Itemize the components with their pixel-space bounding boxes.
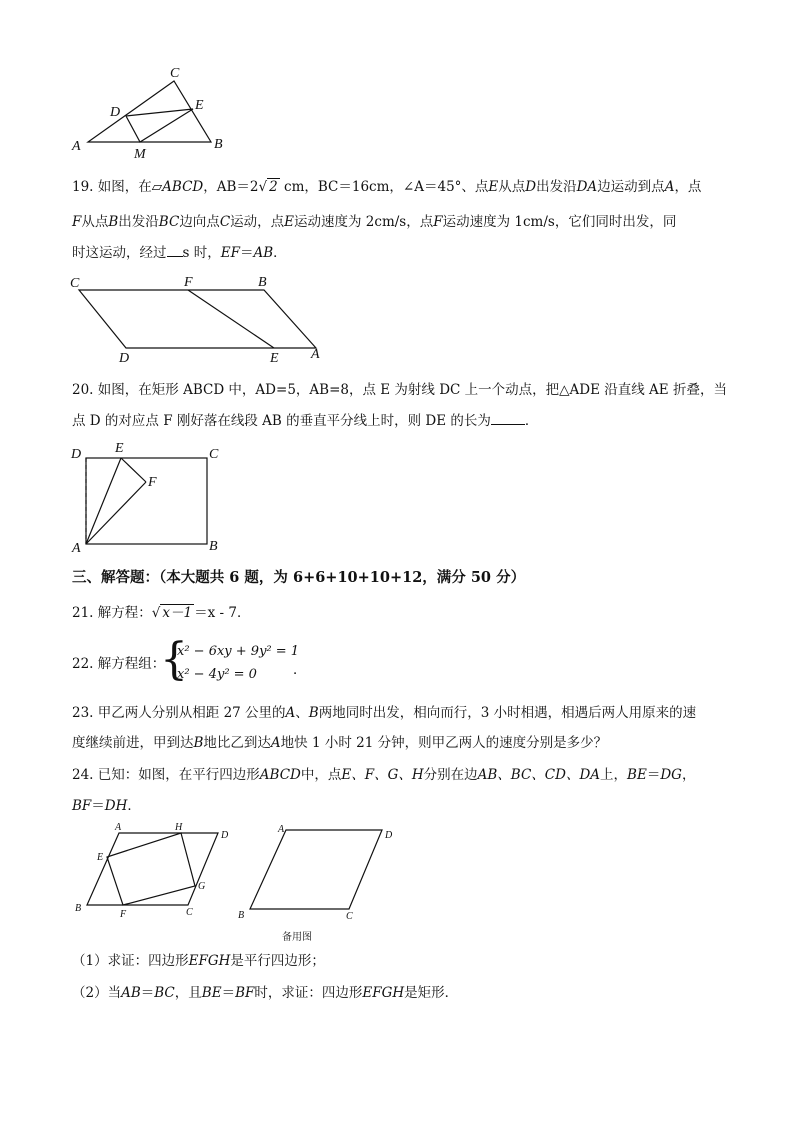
sqrt-symbol: √ x－1 (151, 605, 193, 621)
q22-end: ． (293, 662, 307, 678)
parallelogram-backup (250, 830, 382, 909)
label-D: D (119, 351, 130, 366)
segment-ef (188, 290, 274, 348)
q23-line-1: 23. 甲乙两人分别从相距 27 公里的A、B两地同时出发，相向而行，3 小时相遇，相遇后两人用原来的速 (72, 705, 697, 721)
segment-ef (121, 458, 146, 482)
q24-sub-2: （2）当AB＝BC，且BE＝BF时，求证：四边形EFGH是矩形． (72, 985, 459, 1001)
label-A: A (278, 824, 285, 835)
label-D: D (110, 105, 121, 120)
q19-line-3: 时这运动，经过 s 时，EF＝AB． (72, 245, 287, 261)
equation-system (160, 634, 300, 688)
label-C: C (70, 276, 80, 291)
label-C: C (170, 66, 180, 81)
label-F: F (184, 275, 193, 290)
figure-q18-triangle (60, 60, 240, 170)
label-B: B (209, 539, 218, 554)
equation-1: x² − 6xy + 9y² = 1 (177, 644, 300, 659)
label-M: M (134, 147, 146, 162)
label-A: A (115, 822, 122, 833)
label-D: D (221, 830, 229, 841)
triangle-abc (88, 81, 211, 142)
q22-line: 22. 解方程组： (72, 656, 166, 672)
equation-2: x² − 4y² = 0 (177, 667, 257, 682)
figure-q20-rectangle (66, 440, 236, 555)
label-A: A (311, 347, 320, 362)
brace-symbol: { (160, 634, 188, 685)
label-A: A (72, 139, 81, 154)
label-E: E (97, 852, 104, 863)
q21-line: 21. 解方程：√ x－1 ＝x - 7． (72, 605, 251, 621)
figure-q19-parallelogram (66, 270, 336, 365)
q24-line-1: 24. 已知：如图，在平行四边形ABCD中，点E、F、G、H分别在边AB、BC、CD、DA上，BE＝DG， (72, 767, 696, 783)
label-F: F (120, 909, 127, 920)
label-E: E (115, 441, 124, 456)
section-3-heading: 三、解答题：（本大题共 6 题，为 6+6+10+10+12，满分 50 分） (72, 569, 526, 586)
label-B: B (75, 903, 82, 914)
q20-line-1: 20. 如图，在矩形 ABCD 中，AD=5，AB=8，点 E 为射线 DC 上一个动点，把△ADE 沿直线 AE 折叠，当 (72, 382, 727, 398)
label-C: C (186, 907, 193, 918)
label-G: G (198, 881, 206, 892)
q24-line-2: BF＝DH． (72, 798, 141, 814)
label-H: H (175, 822, 183, 833)
label-D: D (385, 830, 393, 841)
q20-line-2: 点 D 的对应点 F 刚好落在线段 AB 的垂直平分线上时，则 DE 的长为 ． (72, 413, 539, 429)
label-B: B (258, 275, 267, 290)
segment-ae (86, 458, 121, 544)
label-D: D (71, 447, 82, 462)
label-E: E (195, 98, 204, 113)
q19-line-2: F从点B出发沿BC边向点C运动，点E运动速度为 2cm/s，点F运动速度为 1cm/s，它们同时出发，同 (72, 214, 677, 230)
label-C: C (346, 911, 353, 922)
q23-line-2: 度继续前进，甲到达B地比乙到达A地快 1 小时 21 分钟，则甲乙两人的速度分别是多少？ (72, 735, 608, 751)
label-E: E (270, 351, 279, 366)
answer-blank (491, 424, 525, 425)
quad-efgh (107, 833, 195, 905)
rectangle-abcd (86, 458, 207, 544)
label-B: B (214, 137, 223, 152)
segment-af (86, 482, 146, 544)
sqrt-symbol: √ 2 (258, 179, 278, 195)
parallelogram-cbad (79, 290, 316, 348)
q19-line-1: 19. 如图，在▱ABCD，AB＝2√ 2 cm，BC＝16cm，∠A＝45°、点E从点D出发沿DA边运动到点A，点 (72, 179, 702, 195)
label-F: F (148, 475, 157, 490)
answer-blank (167, 256, 183, 257)
figure-q24 (70, 818, 410, 948)
parallelogram-abcd (87, 833, 218, 905)
figure-caption: 备用图 (282, 932, 312, 943)
q24-sub-1: （1）求证：四边形EFGH是平行四边形； (72, 953, 325, 969)
label-A: A (72, 541, 81, 556)
label-C: C (209, 447, 219, 462)
quad-dem (126, 109, 193, 142)
label-B: B (238, 910, 245, 921)
